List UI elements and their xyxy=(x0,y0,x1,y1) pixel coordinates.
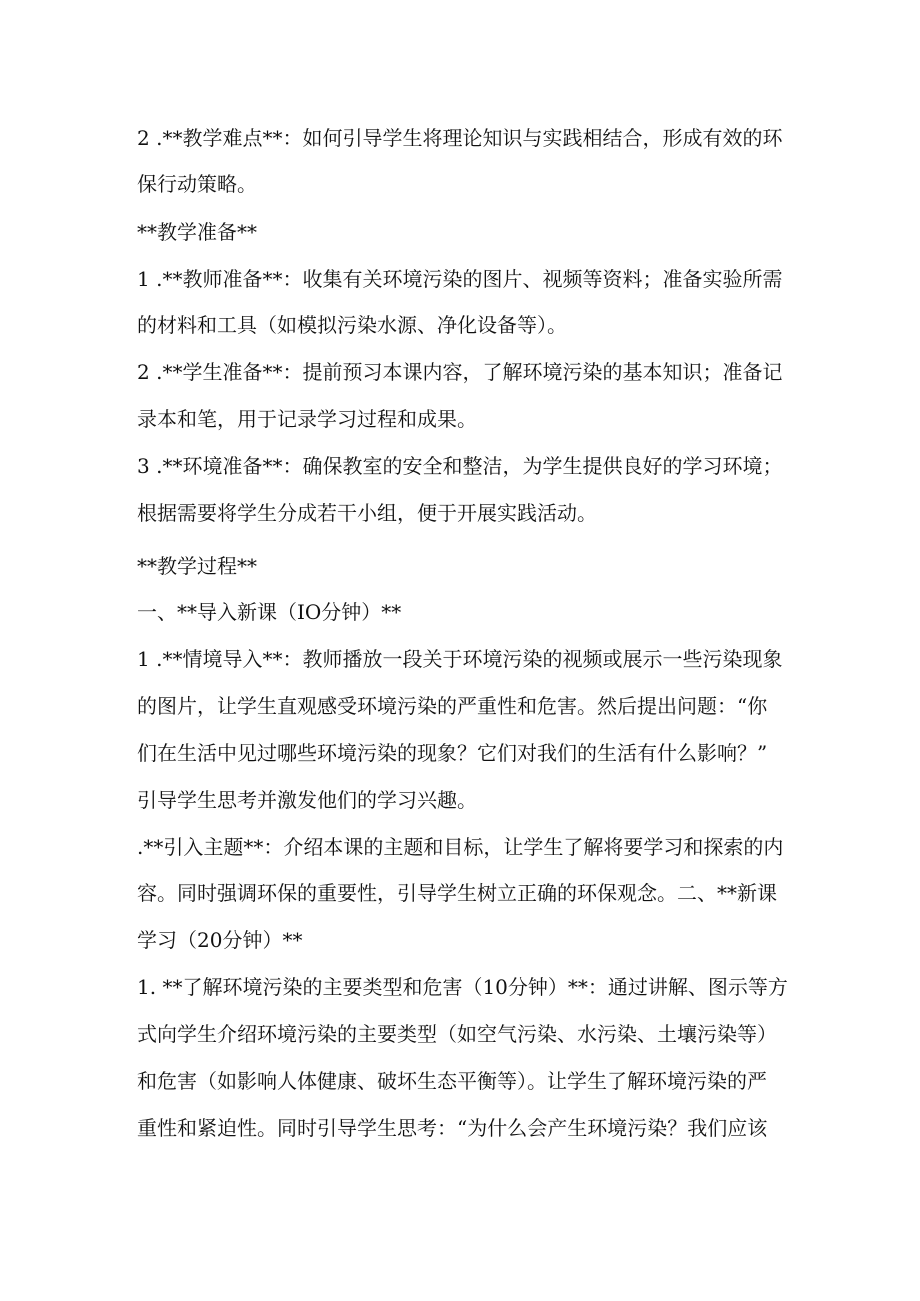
section-heading: **教学准备** xyxy=(137,220,257,244)
text-line: 3 .**环境准备**：确保教室的安全和整洁，为学生提供良好的学习环境； xyxy=(137,454,783,478)
text-line: 的图片，让学生直观感受环境污染的严重性和危害。然后提出问题：“你 xyxy=(137,694,768,718)
text-line: 容。同时强调环保的重要性，引导学生树立正确的环保观念。二、**新课 xyxy=(137,881,777,905)
text-line: 1 .**情境导入**：教师播放一段关于环境污染的视频或展示一些污染现象 xyxy=(137,647,783,671)
text-line: 式向学生介绍环境污染的主要类型（如空气污染、水污染、土壤污染等） xyxy=(137,1022,777,1046)
text-line: 重性和紧迫性。同时引导学生思考：“为什么会产生环境污染？我们应该 xyxy=(137,1116,768,1140)
text-line: 学习（20分钟）** xyxy=(137,928,303,952)
section-heading: **教学过程** xyxy=(137,554,257,578)
text-line: 2 .**学生准备**：提前预习本课内容，了解环境污染的基本知识；准备记 xyxy=(137,360,783,384)
text-line: 引导学生思考并激发他们的学习兴趣。 xyxy=(137,788,477,812)
text-line: 保行动策略。 xyxy=(137,172,257,196)
text-line: 和危害（如影响人体健康、破坏生态平衡等）。让学生了解环境污染的严 xyxy=(137,1069,767,1093)
text-line: 1 .**教师准备**：收集有关环境污染的图片、视频等资料；准备实验所需 xyxy=(137,267,783,291)
text-line: .**引入主题**：介绍本课的主题和目标，让学生了解将要学习和探索的内 xyxy=(137,835,784,859)
text-line: 录本和笔，用于记录学习过程和成果。 xyxy=(137,407,477,431)
text-line: 1. **了解环境污染的主要类型和危害（10分钟）**：通过讲解、图示等方 xyxy=(137,975,788,999)
text-line: 2 .**教学难点**：如何引导学生将理论知识与实践相结合，形成有效的环 xyxy=(137,126,783,150)
text-line: 根据需要将学生分成若干小组，便于开展实践活动。 xyxy=(137,501,597,525)
text-line: 们在生活中见过哪些环境污染的现象？它们对我们的生活有什么影响？” xyxy=(137,741,768,765)
text-line: 的材料和工具（如模拟污染水源、净化设备等）。 xyxy=(137,313,567,337)
subsection-heading: 一、**导入新课（IO分钟）** xyxy=(137,600,402,624)
